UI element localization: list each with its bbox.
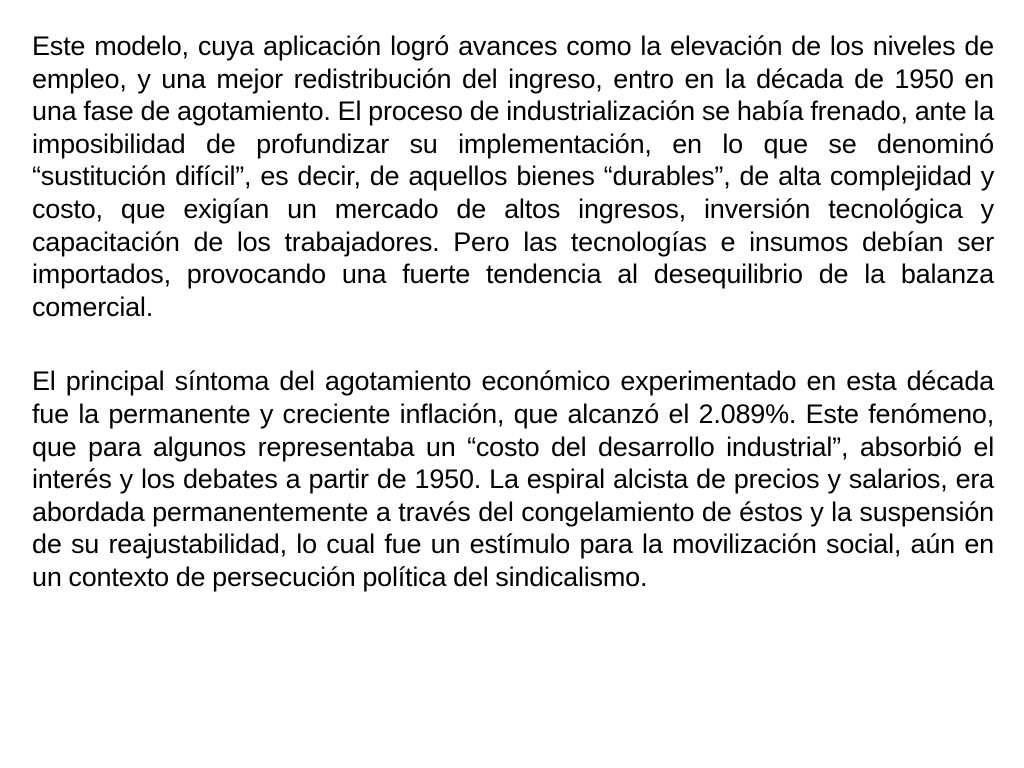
paragraph-exhaustion-model: Este modelo, cuya aplicación logró avances como la elevación de los niveles de empleo, y una mejor redistribución del ingreso, entro en la década de 1950 en una fase de agotamiento. El proceso de industrialización se había frenado, ante la imposibilidad de profundizar su implementación, en lo que se denominó “sustitución difícil”, es decir, de aquellos bienes “durables”, de alta complejidad y costo, que exigían un mercado de altos ingresos, inversión tecnológica y capacitación de los trabajadores. Pero las tecnologías e insumos debían ser importados, provocando una fuerte tendencia al desequilibrio de la balanza comercial. xyxy=(32,31,994,322)
paragraph-inflation: El principal síntoma del agotamiento económico experimentado en esta década fue la permanente y creciente inflación, que alcanzó el 2.089%. Este fenómeno, que para algunos representaba un “costo del desarrollo industrial”, absorbió el interés y los debates a partir de 1950. La espiral alcista de precios y salarios, era abordada permanentemente a través del congelamiento de éstos y la suspensión de su reajustabilidad, lo cual fue un estímulo para la movilización social, aún en un contexto de persecución política del sindicalismo. xyxy=(32,366,994,592)
